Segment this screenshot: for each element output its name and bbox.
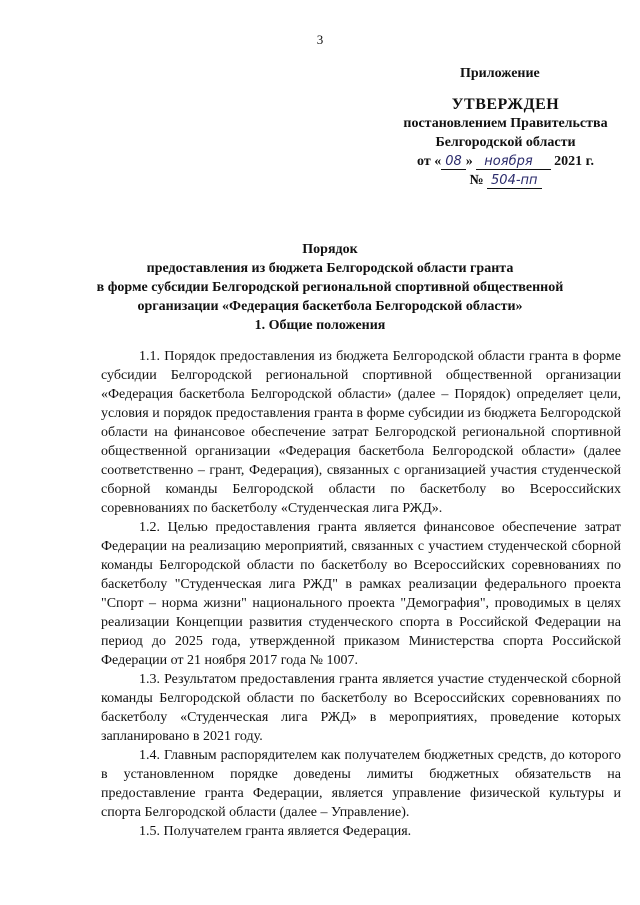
approval-number (388, 171, 623, 190)
document-body (101, 347, 621, 841)
number-value: 504-пп (487, 173, 542, 189)
approval-block (388, 95, 623, 190)
paragraph-1-5: 1.5. Получателем гранта является Федерация. (139, 824, 412, 839)
title-line-1: Порядок (302, 242, 358, 257)
section-title: 1. Общие положения (254, 318, 386, 333)
date-prefix: от « (417, 154, 442, 169)
date-year: 2021 г. (554, 154, 594, 169)
title-line-2: предоставления из бюджета Белгородской области гранта (146, 261, 514, 276)
appendix-label: Приложение (460, 66, 540, 81)
date-month: ноября (476, 154, 550, 170)
page-number: 3 (316, 32, 324, 47)
document-title (60, 240, 600, 316)
approval-stamp: УТВЕРЖДЕН (451, 96, 560, 113)
approval-line-2: Белгородской области (435, 135, 576, 150)
approval-date (388, 152, 623, 171)
paragraph-1-2: 1.2. Целью предоставления гранта является финансовое обеспечение затрат Федерации на реализацию мероприятий, связанных с участием студенческой сборной команды Белгородской области по баскетболу во Всероссийских соревнованиях по баскетболу "Студенческая лига РЖД" в рамках реализации федерального проекта "Спорт – норма жизни" национального проекта "Демография", проводимых в целях реализации Концепции развития студенческого спорта в Российской Федерации на период до 2025 года, утвержденной приказом Министерства спорта Российской Федерации от 21 ноября 2017 года № 1007. (101, 520, 621, 668)
paragraph-1-3: 1.3. Результатом предоставления гранта является участие студенческой сборной команды Белгородской области по баскетболу во Всероссийских соревнованиях по баскетболу «Студенческая лига РЖД» в мероприятиях, проведение которых запланировано в 2021 году. (101, 672, 621, 744)
paragraph-1-1: 1.1. Порядок предоставления из бюджета Белгородской области гранта в форме субсидии Белгородской региональной спортивной общественной организации «Федерация баскетбола Белгородской области» (далее – Порядок) определяет цели, условия и порядок предоставления гранта в форме субсидии из бюджета Белгородской области на финансовое обеспечение затрат Белгородской региональной спортивной общественной организации «Федерация баскетбола Белгородской области» (далее соответственно – грант, Федерация), связанных с организацией участия студенческой сборной команды Белгородской области по баскетболу во Всероссийских соревнованиях по баскетболу «Студенческая лига РЖД». (101, 349, 621, 516)
date-day: 08 (441, 154, 466, 170)
date-mid: » (465, 154, 473, 169)
title-line-4: организации «Федерация баскетбола Белгородской области» (137, 299, 523, 314)
approval-line-1: постановлением Правительства (403, 116, 608, 131)
paragraph-1-4: 1.4. Главным распорядителем как получателем бюджетных средств, до которого в установленном порядке доведены лимиты бюджетных обязательств на предоставление гранта Федерации, является управление физической культуры и спорта Белгородской области (далее – Управление). (101, 748, 621, 820)
title-line-3: в форме субсидии Белгородской региональной спортивной общественной (96, 280, 564, 295)
number-prefix: № (469, 173, 484, 188)
